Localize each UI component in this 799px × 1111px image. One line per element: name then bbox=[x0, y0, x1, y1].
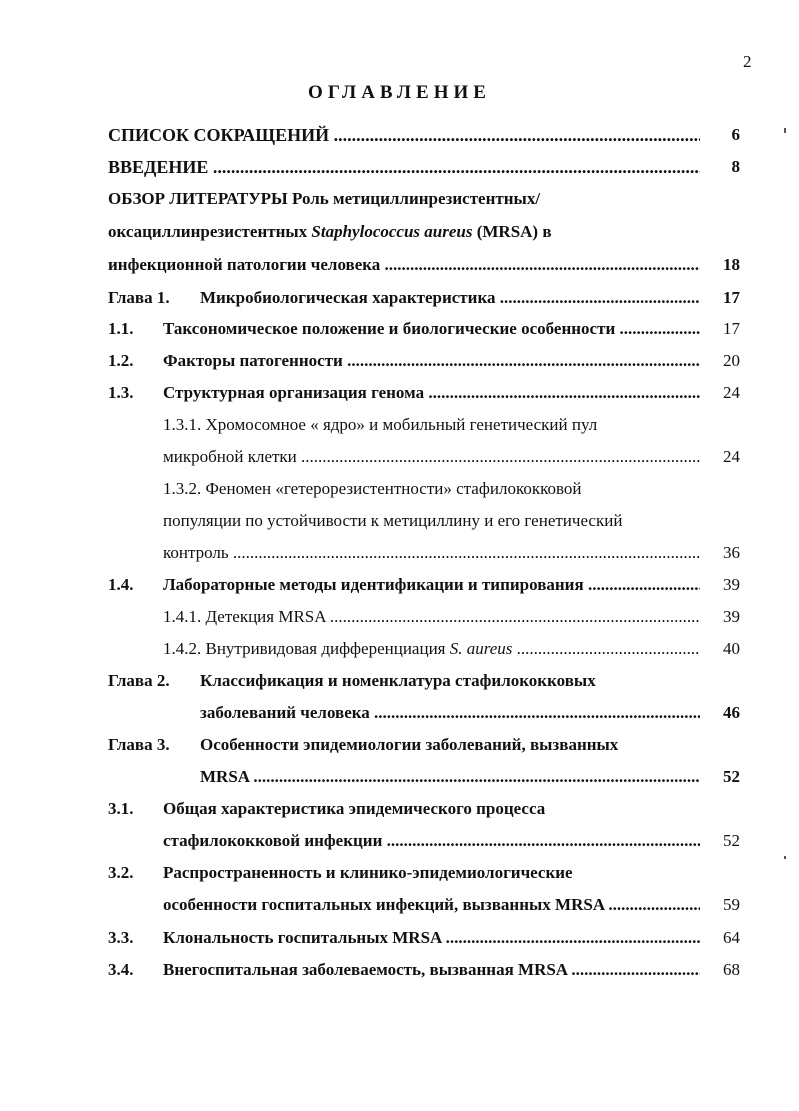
toc-entry-3-1-line1: Общая характеристика эпидемического процесса bbox=[163, 799, 546, 818]
toc-page-1-3: 24 bbox=[723, 383, 740, 402]
toc-page-1-4-2: 40 bbox=[723, 639, 740, 658]
toc-label-3-4: 3.4. bbox=[108, 960, 134, 979]
toc-entry-abbreviations: СПИСОК СОКРАЩЕНИЙ ..... bbox=[108, 124, 700, 148]
toc-entry-3-2-line2: особенности госпитальных инфекций, вызванных MRSA ..... bbox=[163, 894, 700, 918]
toc-page-introduction: 8 bbox=[731, 157, 740, 176]
toc-page-1-3-1: 24 bbox=[723, 447, 740, 466]
toc-entry-1-1: Таксономическое положение и биологические особенности ..... bbox=[163, 318, 700, 342]
toc-label-3-2: 3.2. bbox=[108, 863, 134, 882]
toc-page-3-2: 59 bbox=[723, 895, 740, 914]
toc-page-1-1: 17 bbox=[723, 319, 740, 338]
toc-entry-chapter-1: Микробиологическая характеристика ..... bbox=[200, 287, 700, 311]
toc-label-chapter-2: Глава 2. bbox=[108, 671, 170, 690]
toc-entry-3-3: Клональность госпитальных MRSA ..... bbox=[163, 927, 700, 951]
toc-entry-1-4: Лабораторные методы идентификации и типирования ..... bbox=[163, 574, 700, 598]
toc-label-1-2: 1.2. bbox=[108, 351, 134, 370]
toc-label-3-3: 3.3. bbox=[108, 928, 134, 947]
toc-page-review: 18 bbox=[723, 255, 740, 274]
toc-entry-review-line1: ОБЗОР ЛИТЕРАТУРЫ Роль метициллинрезистентных/ bbox=[108, 189, 541, 208]
toc-page-1-4-1: 39 bbox=[723, 607, 740, 626]
toc-entry-1-3-1-line2: микробной клетки ..... bbox=[163, 446, 700, 470]
toc-page-chapter-1: 17 bbox=[723, 288, 740, 307]
toc-entry-1-3-1-line1: 1.3.1. Хромосомное « ядро» и мобильный генетический пул bbox=[163, 415, 598, 434]
toc-page-3-3: 64 bbox=[723, 928, 740, 947]
toc-label-1-4: 1.4. bbox=[108, 575, 134, 594]
toc-page-chapter-2: 46 bbox=[723, 703, 740, 722]
toc-page-chapter-3: 52 bbox=[723, 767, 740, 786]
toc-entry-introduction: ВВЕДЕНИЕ ..... bbox=[108, 156, 700, 180]
toc-entry-1-4-2: 1.4.2. Внутривидовая дифференциация S. aureus ..... bbox=[163, 638, 700, 662]
page-title: ОГЛАВЛЕНИЕ bbox=[308, 82, 491, 103]
toc-label-chapter-1: Глава 1. bbox=[108, 288, 170, 307]
toc-label-chapter-3: Глава 3. bbox=[108, 735, 170, 754]
toc-entry-review-line2: оксациллинрезистентных Staphylococcus aureus (MRSA) в bbox=[108, 222, 552, 241]
toc-page-1-2: 20 bbox=[723, 351, 740, 370]
toc-entry-1-3-2-line1: 1.3.2. Феномен «гетерорезистентности» стафилококковой bbox=[163, 479, 582, 498]
toc-page-3-4: 68 bbox=[723, 960, 740, 979]
toc-entry-1-2: Факторы патогенности ..... bbox=[163, 350, 700, 374]
toc-page-1-3-2: 36 bbox=[723, 543, 740, 562]
toc-label-3-1: 3.1. bbox=[108, 799, 134, 818]
toc-entry-chapter-2-line2: заболеваний человека ..... bbox=[200, 702, 700, 726]
toc-entry-chapter-2-line1: Классификация и номенклатура стафилококковых bbox=[200, 671, 596, 690]
toc-entry-1-3-2-line3: контроль ..... bbox=[163, 542, 700, 566]
toc-entry-3-4: Внегоспитальная заболеваемость, вызванная MRSA ..... bbox=[163, 959, 700, 983]
toc-page-1-4: 39 bbox=[723, 575, 740, 594]
toc-label-1-1: 1.1. bbox=[108, 319, 134, 338]
toc-entry-1-3-2-line2: популяции по устойчивости к метициллину и его генетический bbox=[163, 511, 623, 530]
toc-entry-chapter-3-line1: Особенности эпидемиологии заболеваний, вызванных bbox=[200, 735, 619, 754]
scan-speck bbox=[784, 128, 786, 133]
scan-speck bbox=[784, 856, 786, 859]
toc-page-3-1: 52 bbox=[723, 831, 740, 850]
toc-entry-review-line3: инфекционной патологии человека ..... bbox=[108, 254, 700, 278]
toc-entry-chapter-3-line2: MRSA ..... bbox=[200, 766, 700, 790]
toc-entry-1-4-1: 1.4.1. Детекция MRSA ..... bbox=[163, 606, 700, 630]
toc-entry-1-3: Структурная организация генома ..... bbox=[163, 382, 700, 406]
toc-page-abbreviations: 6 bbox=[731, 125, 740, 144]
toc-entry-3-2-line1: Распространенность и клинико-эпидемиологические bbox=[163, 863, 573, 882]
page-number: 2 bbox=[743, 52, 752, 71]
toc-label-1-3: 1.3. bbox=[108, 383, 134, 402]
toc-entry-3-1-line2: стафилококковой инфекции ..... bbox=[163, 830, 700, 854]
